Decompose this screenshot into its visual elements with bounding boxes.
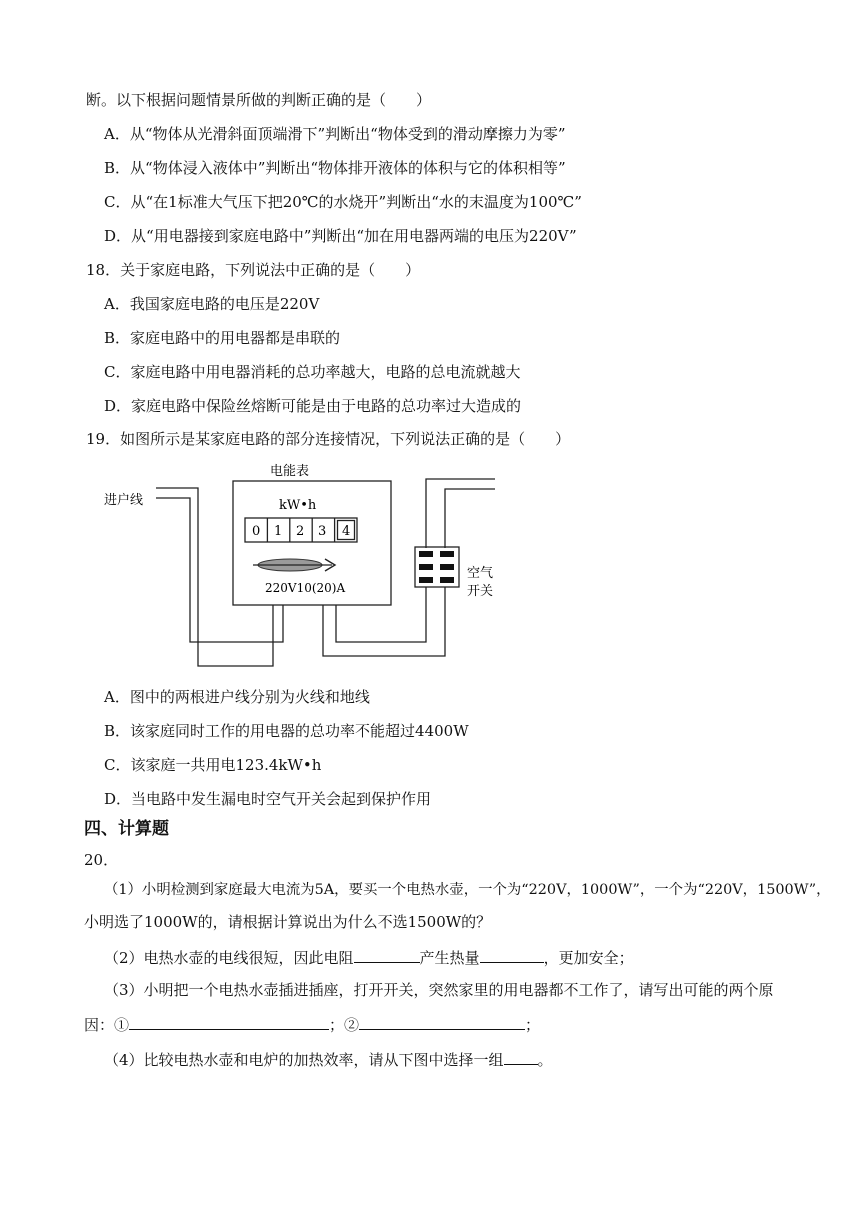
q18-stem: 18．关于家庭电路，下列说法中正确的是（ ） xyxy=(86,261,421,279)
q18-option-a: A．我国家庭电路的电压是220V xyxy=(104,295,320,313)
incoming-wire-2 xyxy=(156,498,283,642)
q20-part3-text-a: 因：① xyxy=(84,1016,130,1034)
q20-blank-resistance[interactable] xyxy=(354,946,420,963)
q20-part1-line2: 小明选了1000W的，请根据计算说出为什么不选1500W的？ xyxy=(84,913,492,931)
air-switch-label-1: 空气 xyxy=(467,566,494,581)
q19-option-d: D．当电路中发生漏电时空气开关会起到保护作用 xyxy=(104,790,432,808)
q17-option-b: B．从“物体浸入液体中”判断出“物体排开液体的体积与它的体积相等” xyxy=(104,159,566,177)
digit-3: 3 xyxy=(318,524,327,539)
q20-part3-text-c: ； xyxy=(525,1016,541,1034)
q18-option-b: B．家庭电路中的用电器都是串联的 xyxy=(104,329,341,347)
q19-option-b: B．该家庭同时工作的用电器的总功率不能超过4400W xyxy=(104,722,469,740)
q17-option-d: D．从“用电器接到家庭电路中”判断出“加在用电器两端的电压为220V” xyxy=(104,227,577,245)
meter-title: 电能表 xyxy=(270,464,310,479)
q20-blank-heat[interactable] xyxy=(480,946,544,963)
section-title: 四、计算题 xyxy=(84,819,169,839)
q20-part3-line1: （3）小明把一个电热水壶插进插座，打开开关，突然家里的用电器都不工作了，请写出可能的两个原 xyxy=(104,981,774,999)
q20-part4 xyxy=(104,1048,553,1070)
q18-option-d: D．家庭电路中保险丝熔断可能是由于电路的总功率过大造成的 xyxy=(104,397,522,415)
meter-out-wire-2 xyxy=(336,587,426,642)
q17-option-c: C．从“在1标准大气压下把20℃的水烧开”判断出“水的末温度为100℃” xyxy=(104,193,582,211)
q20-blank-reason-2[interactable] xyxy=(359,1013,525,1030)
q20-part3-text-b: ；② xyxy=(329,1016,360,1034)
q20-part2-text-c: ，更加安全； xyxy=(543,949,634,967)
load-wire-2 xyxy=(445,489,495,548)
q17-stem-tail: 断。以下根据问题情景所做的判断正确的是（ ） xyxy=(86,91,432,109)
meter-unit: kW•h xyxy=(279,498,317,513)
q17-option-a: A．从“物体从光滑斜面顶端滑下”判断出“物体受到的滑动摩擦力为零” xyxy=(104,125,566,143)
q19-stem: 19．如图所示是某家庭电路的部分连接情况，下列说法正确的是（ ） xyxy=(86,430,571,448)
q20-part2 xyxy=(104,946,634,968)
meter-rating: 220V10(20)A xyxy=(265,581,346,595)
q18-option-c: C．家庭电路中用电器消耗的总功率越大，电路的总电流就越大 xyxy=(104,363,521,381)
q19-option-c: C．该家庭一共用电123.4kW•h xyxy=(104,756,322,774)
q20-part3-line2 xyxy=(84,1013,540,1035)
digit-1: 1 xyxy=(274,524,283,539)
digit-4: 4 xyxy=(342,524,351,539)
q19-option-a: A．图中的两根进户线分别为火线和地线 xyxy=(104,688,370,706)
digit-0: 0 xyxy=(252,524,261,539)
q20-part1-line1: （1）小明检测到家庭最大电流为5A，要买一个电热水壶，一个为“220V，1000W”，一个为“220V，1500W”， xyxy=(104,882,831,898)
air-switch-label-2: 开关 xyxy=(467,584,494,599)
q20-blank-group[interactable] xyxy=(504,1048,538,1065)
q20-part4-text-b: 。 xyxy=(537,1051,553,1069)
incoming-wire-1 xyxy=(156,488,273,666)
circuit-figure xyxy=(90,456,510,678)
q20-part2-text-b: 产生热量 xyxy=(419,949,480,967)
incoming-label: 进户线 xyxy=(104,493,144,508)
q20-part4-text-a: （4）比较电热水壶和电炉的加热效率，请从下图中选择一组 xyxy=(104,1051,504,1069)
digit-2: 2 xyxy=(296,524,305,539)
q20-part2-text-a: （2）电热水壶的电线很短，因此电阻 xyxy=(104,949,354,967)
meter-out-wire-1 xyxy=(323,587,445,656)
q20-number: 20． xyxy=(84,851,119,869)
q20-blank-reason-1[interactable] xyxy=(129,1013,329,1030)
